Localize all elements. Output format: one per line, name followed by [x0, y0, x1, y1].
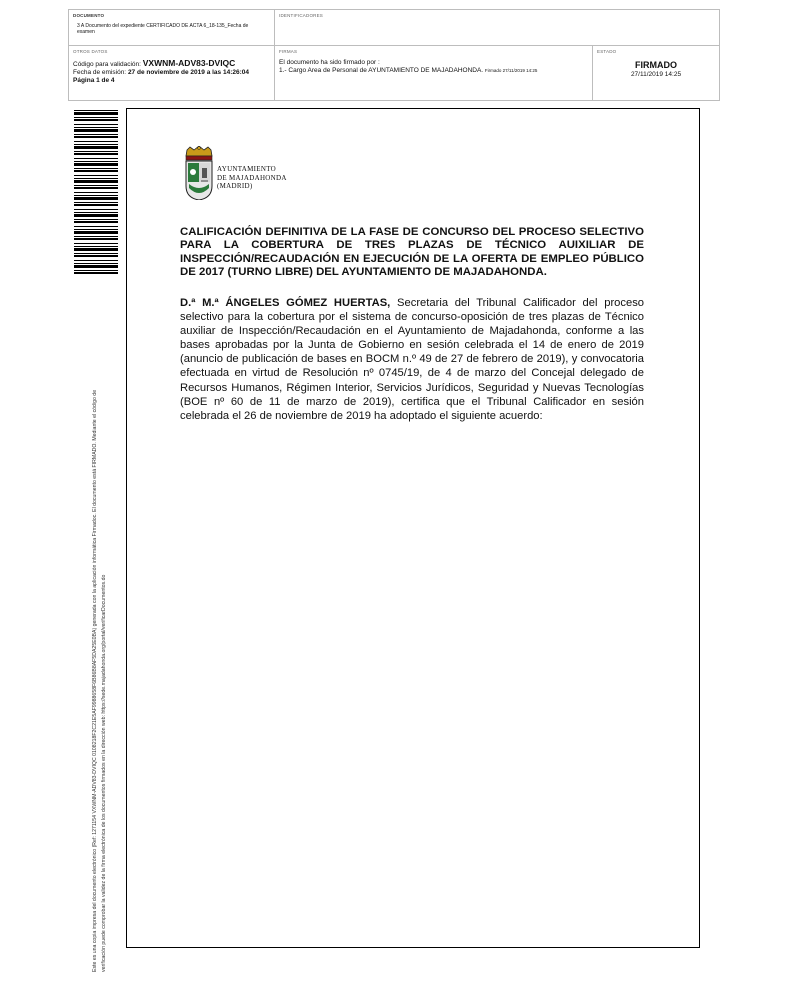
document-body [180, 296, 644, 423]
codigo-prefix: Código para validación: [73, 61, 141, 68]
firmas-cell [275, 46, 593, 100]
otros-datos-label: OTROS DATOS [73, 49, 108, 54]
otros-datos-cell [69, 46, 275, 100]
documento-label: DOCUMENTO [73, 13, 105, 18]
estado-label: ESTADO [597, 49, 617, 54]
estado-date: 27/11/2019 14:25 [630, 71, 682, 78]
validation-code: VXWNM-ADV83-DVIQC [142, 58, 236, 68]
identificadores-label: IDENTIFICADORES [279, 13, 324, 18]
emission-date: 27 de noviembre de 2019 a las 14:26:04 [127, 69, 249, 76]
firmas-line2-date: Firmado 27/11/2019 14:25 [484, 68, 538, 73]
estado-cell [593, 46, 719, 100]
document-header-table [68, 9, 720, 101]
documento-cell [69, 10, 275, 46]
logo-text [217, 165, 287, 191]
estado-value: FIRMADO [635, 60, 677, 70]
firmas-values [279, 59, 589, 75]
side-text-line1: Este es una copia impresa del documento electrónico (Ref: 1271154 VXWNM-ADV83-DVIQC 0108218F2C21E5AF9988658F6B86B8AF5DA25E0BA) generada con la aplicación informática Firmadoc. El documento está FIRMADO. Mediante el código de [92, 389, 98, 972]
fecha-prefix: Fecha de emisión: [73, 69, 127, 76]
firmas-line2: 1.- Cargo Area de Personal de AYUNTAMIENTO DE MAJADAHONDA. [279, 67, 484, 74]
identificadores-cell [275, 10, 719, 46]
verification-side-text [91, 302, 109, 972]
signer-name: D.ª M.ª ÁNGELES GÓMEZ HUERTAS, [180, 297, 391, 309]
body-text: Secretaria del Tribunal Calificador del proceso selectivo para la cobertura por el sistema de concurso-oposición de tres plazas de Técnico auxiliar de Inspección/Recaudación en el Ayuntamiento de Majadahonda, conforme a las bases aprobadas por la Junta de Gobierno en sesión celebrada el 14 de enero de 2019 (anuncio de publicación de bases en BOCM n.º 49 de 27 de febrero de 2019), y convocatoria efectuada en virtud de Resolución nº 0745/19, de 4 de marzo del Concejal delegado de Recursos Humanos, Régimen Interior, Servicios Jurídicos, Seguridad y Nuevas Tecnologías (BOE nº 60 de 11 de marzo de 2019), certifica que el Tribunal Calificador en sesión celebrada el 26 de noviembre de 2019 ha adoptado el siguiente acuerdo: [180, 297, 645, 422]
logo-line3: (MADRID) [217, 182, 253, 190]
barcode [74, 108, 118, 274]
otros-datos-values [73, 59, 273, 85]
page-indicator: Página 1 de 4 [73, 77, 115, 84]
logo-line1: AYUNTAMIENTO [217, 165, 277, 173]
firmas-label: FIRMAS [279, 49, 298, 54]
side-text-line2: verificación puede comprobar la validez de la firma electrónica de los documentos firmados en la dirección web: https://sede.majadahonda.org/portal/verificarDocumentos.do [101, 574, 107, 972]
document-title: CALIFICACIÓN DEFINITIVA DE LA FASE DE CONCURSO DEL PROCESO SELECTIVO PARA LA COBERTURA DE TRES PLAZAS DE TÉCNICO AUIXILIAR DE INSPECCIÓN/RECAUDACIÓN EN EJECUCIÓN DE LA OFERTA DE EMPLEO PÚBLICO DE 2017 (TURNO LIBRE) DEL AYUNTAMIENTO DE MAJADAHONDA. [180, 226, 644, 279]
logo-line2: DE MAJADAHONDA [217, 173, 287, 182]
documento-value: 3 A Documento del expediente CERTIFICADO DE ACTA 6_18-135_Fecha de examen [77, 23, 249, 35]
firmas-line1: El documento ha sido firmado por : [279, 59, 380, 66]
